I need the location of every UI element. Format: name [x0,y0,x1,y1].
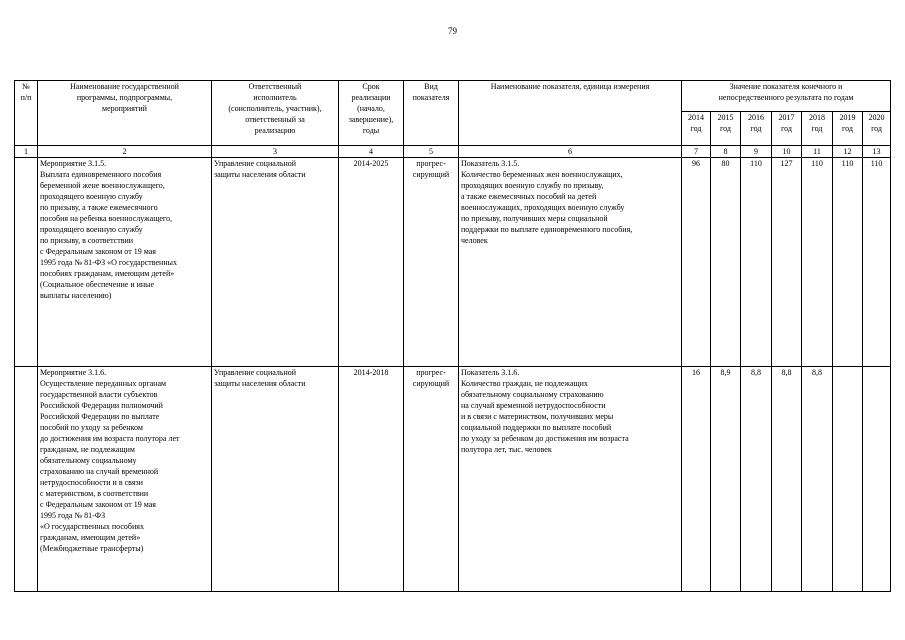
indicator-value: 110 [741,158,772,367]
indicator-value [863,367,891,592]
indicator-name: Показатель 3.1.6. Количество граждан, не подлежащих обязательному социальному страхованию на случай временной нетрудоспособности и в связи с материнством, получивших меры социальной поддержки по выплате пособий по уходу за ребенком до достижения им возраста полутора лет, тыс. человек [459,367,682,592]
header-year: 2020 год [863,112,891,146]
column-number: 6 [459,146,682,158]
responsible-executor: Управление социальной защиты населения области [212,158,339,367]
indicators-table [14,80,891,592]
indicator-name: Показатель 3.1.5. Количество беременных жен военнослужащих, проходящих военную службу по призыву, а также ежемесячных пособий на детей военнослужащих, проходящих военную службу по призыву, получивших меры социальной поддержки по выплате единовременного пособия, человек [459,158,682,367]
column-number: 9 [741,146,772,158]
indicator-value: 80 [711,158,741,367]
header-responsible: Ответственный исполнитель (соисполнитель, участник), ответственный за реализацию [212,81,339,146]
header-year: 2017 год [772,112,802,146]
header-year: 2014 год [682,112,711,146]
column-number: 7 [682,146,711,158]
indicator-type: прогрес- сирующий [404,367,459,592]
table-row [15,367,891,592]
column-number: 11 [802,146,833,158]
column-number: 13 [863,146,891,158]
indicator-value: 8,9 [711,367,741,592]
indicator-value: 8,8 [772,367,802,592]
header-name: Наименование государственной программы, подпрограммы, мероприятий [38,81,212,146]
column-number: 10 [772,146,802,158]
page-number: 79 [448,26,457,36]
indicator-value: 110 [802,158,833,367]
indicator-value: 8,8 [741,367,772,592]
measure-name: Мероприятие 3.1.6. Осуществление переданных органам государственной власти субъектов Российской Федерации полномочий Российской Федерации по выплате пособий по уходу за ребенком до достижения им возраста полутора лет гражданам, не подлежащим обязательному социальному страхованию на случай временной нетрудоспособности и в связи с материнством, в соответствии с Федеральным законом от 19 мая 1995 года № 81-ФЗ «О государственных пособиях гражданам, имеющим детей» (Межбюджетные трансферты) [38,367,212,592]
header-term: Срок реализации (начало, завершение), годы [339,81,404,146]
indicator-value: 110 [863,158,891,367]
indicator-value: 96 [682,158,711,367]
column-number: 8 [711,146,741,158]
column-number: 3 [212,146,339,158]
indicator-type: прогрес- сирующий [404,158,459,367]
responsible-executor: Управление социальной защиты населения области [212,367,339,592]
measure-name: Мероприятие 3.1.5. Выплата единовременного пособия беременной жене военнослужащего, проходящего военную службу по призыву, а также ежемесячного пособия на ребенка военнослужащего, проходящего военную службу по призыву, в соответствии с Федеральным законом от 19 мая 1995 года № 81-ФЗ «О государственных пособиях гражданам, имеющим детей» (Социальное обеспечение и иные выплаты населению) [38,158,212,367]
column-number: 5 [404,146,459,158]
indicator-value: 8,8 [802,367,833,592]
indicator-value: 127 [772,158,802,367]
implementation-term: 2014-2025 [339,158,404,367]
header-year: 2015 год [711,112,741,146]
header-year: 2016 год [741,112,772,146]
column-number: 12 [833,146,863,158]
indicator-value: 110 [833,158,863,367]
header-year: 2018 год [802,112,833,146]
header-indicator: Наименование показателя, единица измерения [459,81,682,146]
indicator-value [833,367,863,592]
header-values-group: Значение показателя конечного и непосредственного результата по годам [682,81,891,112]
column-number: 2 [38,146,212,158]
row-no [15,158,38,367]
column-number: 4 [339,146,404,158]
row-no [15,367,38,592]
header-no: № п/п [15,81,38,146]
implementation-term: 2014-2018 [339,367,404,592]
table-row [15,158,891,367]
header-year: 2019 год [833,112,863,146]
column-number: 1 [15,146,38,158]
indicator-value: 16 [682,367,711,592]
header-type: Вид показателя [404,81,459,146]
